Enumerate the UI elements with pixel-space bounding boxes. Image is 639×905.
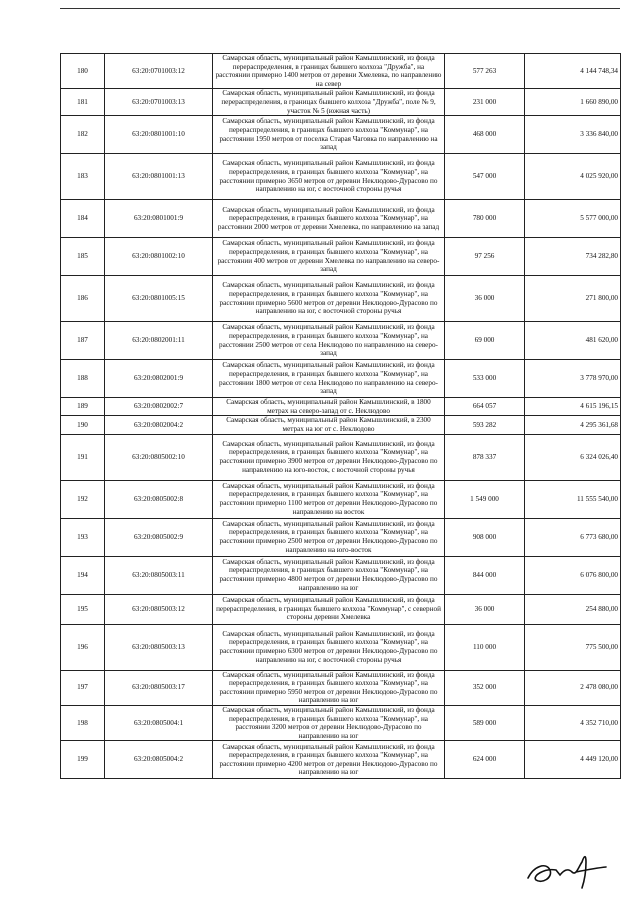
cadastral-number: 63:20:0805003:12 bbox=[105, 594, 213, 624]
row-number: 195 bbox=[61, 594, 105, 624]
parcel-area: 547 000 bbox=[445, 154, 525, 200]
cadastral-number: 63:20:0801001:9 bbox=[105, 200, 213, 238]
parcel-area: 844 000 bbox=[445, 556, 525, 594]
cadastral-cost: 775 500,00 bbox=[525, 624, 621, 670]
cadastral-number: 63:20:0701003:12 bbox=[105, 54, 213, 89]
table-row bbox=[61, 238, 621, 276]
row-number: 191 bbox=[61, 434, 105, 480]
cadastral-cost: 481 620,00 bbox=[525, 322, 621, 360]
parcel-address: Самарская область, муниципальный район Камышлинский, из фонда перераспределения, в границах бывшего колхоза "Коммунар", на расстоянии примерно 4800 метров от деревни Неклюдово-Дурасово по направлению на юг bbox=[213, 556, 445, 594]
cadastral-number: 63:20:0801002:10 bbox=[105, 238, 213, 276]
cadastral-number: 63:20:0802002:7 bbox=[105, 398, 213, 416]
table-row bbox=[61, 624, 621, 670]
parcel-area: 577 263 bbox=[445, 54, 525, 89]
parcel-address: Самарская область, муниципальный район Камышлинский, из фонда перераспределения, в границах бывшего колхоза "Коммунар", на расстоянии примерно 4200 метров от деревни Неклюдово-Дурасово по направлению на юг bbox=[213, 741, 445, 779]
parcel-area: 533 000 bbox=[445, 360, 525, 398]
cadastral-cost: 1 660 890,00 bbox=[525, 89, 621, 116]
row-number: 190 bbox=[61, 416, 105, 434]
table-row bbox=[61, 416, 621, 434]
table-body bbox=[61, 54, 621, 779]
parcel-address: Самарская область, муниципальный район Камышлинский, в 2300 метрах на юг от с. Неклюдово bbox=[213, 416, 445, 434]
parcel-address: Самарская область, муниципальный район Камышлинский, из фонда перераспределения, в границах бывшего колхоза "Коммунар", на расстоянии 1800 метров от села Неклюдово по направлению на северо-запад bbox=[213, 360, 445, 398]
parcel-area: 1 549 000 bbox=[445, 480, 525, 518]
parcel-area: 624 000 bbox=[445, 741, 525, 779]
table-row bbox=[61, 89, 621, 116]
table-row bbox=[61, 434, 621, 480]
cadastral-cost: 6 773 680,00 bbox=[525, 518, 621, 556]
row-number: 188 bbox=[61, 360, 105, 398]
parcel-address: Самарская область, муниципальный район Камышлинский, из фонда перераспределения, в границах бывшего колхоза "Коммунар", на расстоянии примерно 3900 метров от деревни Неклюдово-Дурасово по направлению на юго-восток, с восточной стороны ручья bbox=[213, 434, 445, 480]
cadastral-cost: 4 352 710,00 bbox=[525, 705, 621, 740]
parcel-address: Самарская область, муниципальный район Камышлинский, из фонда перераспределения, в границах бывшего колхоза "Коммунар", на расстоянии примерно 2500 метров от деревни Неклюдово-Дурасово по направлению на юго-восток bbox=[213, 518, 445, 556]
parcel-area: 110 000 bbox=[445, 624, 525, 670]
parcel-address: Самарская область, муниципальный район Камышлинский, из фонда перераспределения, в границах бывшего колхоза "Коммунар", на расстоянии 2500 метров от села Неклюдово по направлению на северо-запад bbox=[213, 322, 445, 360]
table-row bbox=[61, 116, 621, 154]
signature bbox=[520, 848, 610, 893]
parcel-area: 664 057 bbox=[445, 398, 525, 416]
cadastral-number: 63:20:0802004:2 bbox=[105, 416, 213, 434]
table-row bbox=[61, 741, 621, 779]
cadastral-number: 63:20:0701003:13 bbox=[105, 89, 213, 116]
cadastral-number: 63:20:0801001:10 bbox=[105, 116, 213, 154]
parcel-area: 468 000 bbox=[445, 116, 525, 154]
cadastral-cost: 3 778 970,00 bbox=[525, 360, 621, 398]
cadastral-cost: 6 324 026,40 bbox=[525, 434, 621, 480]
table-row bbox=[61, 556, 621, 594]
row-number: 194 bbox=[61, 556, 105, 594]
parcel-area: 97 256 bbox=[445, 238, 525, 276]
row-number: 189 bbox=[61, 398, 105, 416]
row-number: 198 bbox=[61, 705, 105, 740]
parcel-address: Самарская область, муниципальный район Камышлинский, из фонда перераспределения, в границах бывшего колхоза "Коммунар", на расстоянии 3200 метров от деревни Неклюдово-Дурасово по направлению на юг bbox=[213, 705, 445, 740]
cadastral-cost: 5 577 000,00 bbox=[525, 200, 621, 238]
cadastral-number: 63:20:0805004:2 bbox=[105, 741, 213, 779]
row-number: 197 bbox=[61, 670, 105, 705]
parcel-address: Самарская область, муниципальный район Камышлинский, из фонда перераспределения, в границах бывшего колхоза "Дружба", на расстоянии примерно 1400 метров от деревни Хмелевка, по направлению на север bbox=[213, 54, 445, 89]
cadastral-cost: 2 478 080,00 bbox=[525, 670, 621, 705]
parcel-address: Самарская область, муниципальный район Камышлинский, из фонда перераспределения, в границах бывшего колхоза "Коммунар", на расстоянии примерно 1100 метров от деревни Неклюдово-Дурасово по направлению на восток bbox=[213, 480, 445, 518]
cadastral-number: 63:20:0801005:15 bbox=[105, 276, 213, 322]
table-row bbox=[61, 670, 621, 705]
cadastral-number: 63:20:0805003:11 bbox=[105, 556, 213, 594]
cadastral-number: 63:20:0805002:10 bbox=[105, 434, 213, 480]
parcel-address: Самарская область, муниципальный район Камышлинский, из фонда перераспределения, в границах бывшего колхоза "Коммунар", на расстоянии 400 метров от деревни Хмелевка по направлению на северо-запад bbox=[213, 238, 445, 276]
table-row bbox=[61, 594, 621, 624]
parcel-address: Самарская область, муниципальный район Камышлинский, из фонда перераспределения, в границах бывшего колхоза "Коммунар", на расстоянии 1950 метров от поселка Старая Чаговка по направлению на запад bbox=[213, 116, 445, 154]
table-row bbox=[61, 154, 621, 200]
parcel-address: Самарская область, муниципальный район Камышлинский, из фонда перераспределения, в границах бывшего колхоза "Коммунар", на расстоянии примерно 5600 метров от деревни Неклюдово-Дурасово по направлению на юг, с восточной стороны ручья bbox=[213, 276, 445, 322]
top-rule bbox=[60, 8, 620, 9]
cadastral-number: 63:20:0801001:13 bbox=[105, 154, 213, 200]
parcel-address: Самарская область, муниципальный район Камышлинский, из фонда перераспределения, в границах бывшего колхоза "Коммунар", на расстоянии примерно 3650 метров от деревни Неклюдово-Дурасово по направлению на юг, с восточной стороны ручья bbox=[213, 154, 445, 200]
cadastral-cost: 6 076 800,00 bbox=[525, 556, 621, 594]
cadastral-cost: 271 800,00 bbox=[525, 276, 621, 322]
cadastral-cost: 4 295 361,68 bbox=[525, 416, 621, 434]
parcel-address: Самарская область, муниципальный район Камышлинский, в 1800 метрах на северо-запад от с. Неклюдово bbox=[213, 398, 445, 416]
cadastral-cost: 734 282,80 bbox=[525, 238, 621, 276]
cadastral-number: 63:20:0805004:1 bbox=[105, 705, 213, 740]
cadastral-number: 63:20:0805003:17 bbox=[105, 670, 213, 705]
parcel-address: Самарская область, муниципальный район Камышлинский, из фонда перераспределения, в границах бывшего колхоза "Коммунар", на расстоянии примерно 6300 метров от деревни Неклюдово-Дурасово по направлению на юг, с восточной стороны ручья bbox=[213, 624, 445, 670]
row-number: 199 bbox=[61, 741, 105, 779]
cadastral-cost: 11 555 540,00 bbox=[525, 480, 621, 518]
table-row bbox=[61, 398, 621, 416]
table-row bbox=[61, 200, 621, 238]
row-number: 196 bbox=[61, 624, 105, 670]
row-number: 187 bbox=[61, 322, 105, 360]
row-number: 183 bbox=[61, 154, 105, 200]
parcel-area: 593 282 bbox=[445, 416, 525, 434]
parcel-area: 780 000 bbox=[445, 200, 525, 238]
parcel-address: Самарская область, муниципальный район Камышлинский, из фонда перераспределения, в границах бывшего колхоза "Дружба", поле № 9, участок № 5 (южная часть) bbox=[213, 89, 445, 116]
cadastral-cost: 3 336 840,00 bbox=[525, 116, 621, 154]
table-row bbox=[61, 322, 621, 360]
parcel-area: 36 000 bbox=[445, 594, 525, 624]
cadastral-number: 63:20:0805002:9 bbox=[105, 518, 213, 556]
row-number: 184 bbox=[61, 200, 105, 238]
cadastral-cost: 4 449 120,00 bbox=[525, 741, 621, 779]
parcel-area: 69 000 bbox=[445, 322, 525, 360]
cadastral-number: 63:20:0802001:9 bbox=[105, 360, 213, 398]
cadastral-cost: 254 880,00 bbox=[525, 594, 621, 624]
parcel-area: 878 337 bbox=[445, 434, 525, 480]
cadastral-number: 63:20:0802001:11 bbox=[105, 322, 213, 360]
table-row bbox=[61, 518, 621, 556]
parcel-area: 352 000 bbox=[445, 670, 525, 705]
cadastral-number: 63:20:0805002:8 bbox=[105, 480, 213, 518]
cadastral-cost: 4 025 920,00 bbox=[525, 154, 621, 200]
land-parcels-table bbox=[60, 53, 621, 779]
table-row bbox=[61, 276, 621, 322]
parcel-address: Самарская область, муниципальный район Камышлинский, из фонда перераспределения, в границах бывшего колхоза "Коммунар", с северной стороны деревни Хмелевка bbox=[213, 594, 445, 624]
row-number: 181 bbox=[61, 89, 105, 116]
cadastral-cost: 4 144 748,34 bbox=[525, 54, 621, 89]
row-number: 182 bbox=[61, 116, 105, 154]
table-row bbox=[61, 480, 621, 518]
parcel-area: 908 000 bbox=[445, 518, 525, 556]
table-row bbox=[61, 705, 621, 740]
row-number: 186 bbox=[61, 276, 105, 322]
table-row bbox=[61, 54, 621, 89]
row-number: 192 bbox=[61, 480, 105, 518]
row-number: 193 bbox=[61, 518, 105, 556]
parcel-address: Самарская область, муниципальный район Камышлинский, из фонда перераспределения, в границах бывшего колхоза "Коммунар", на расстоянии примерно 5950 метров от деревни Неклюдово-Дурасово по направлению на юг bbox=[213, 670, 445, 705]
parcel-area: 589 000 bbox=[445, 705, 525, 740]
cadastral-cost: 4 615 196,15 bbox=[525, 398, 621, 416]
row-number: 185 bbox=[61, 238, 105, 276]
parcel-area: 36 000 bbox=[445, 276, 525, 322]
parcel-area: 231 000 bbox=[445, 89, 525, 116]
row-number: 180 bbox=[61, 54, 105, 89]
cadastral-number: 63:20:0805003:13 bbox=[105, 624, 213, 670]
parcel-address: Самарская область, муниципальный район Камышлинский, из фонда перераспределения, в границах бывшего колхоза "Коммунар", на расстоянии 2000 метров от деревни Хмелевка, по направлению на запад bbox=[213, 200, 445, 238]
table-row bbox=[61, 360, 621, 398]
